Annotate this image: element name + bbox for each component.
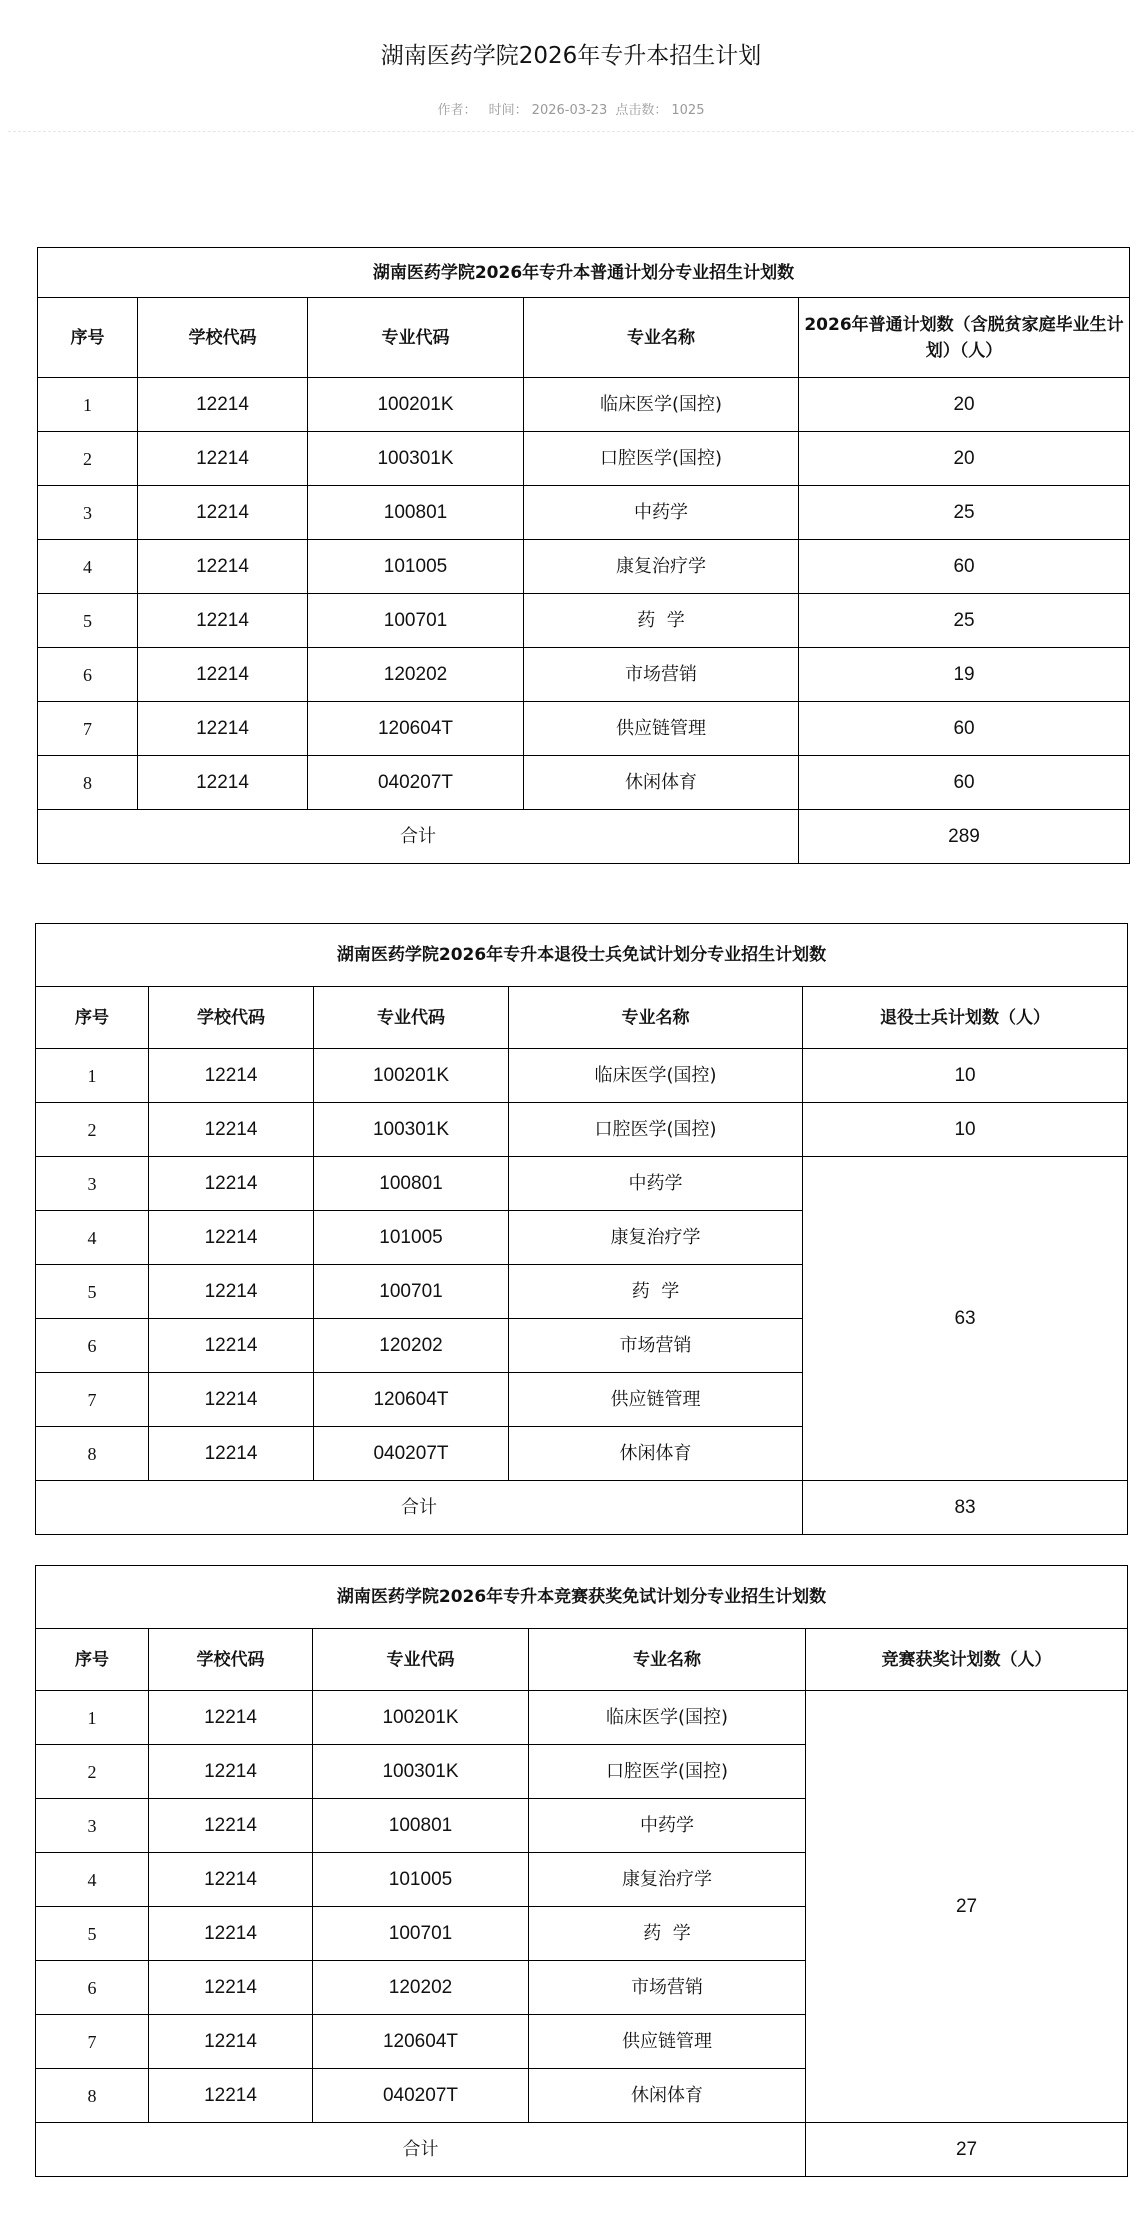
header-school-code: 学校代码	[149, 1629, 313, 1691]
cell-major-name: 供应链管理	[509, 1373, 803, 1427]
cell-major-name: 供应链管理	[524, 702, 799, 756]
cell-major-code: 101005	[308, 540, 524, 594]
cell-major-name: 药 学	[524, 594, 799, 648]
cell-count: 10	[803, 1103, 1128, 1157]
cell-major-code: 100201K	[308, 378, 524, 432]
cell-seq: 2	[36, 1745, 149, 1799]
table-row	[36, 1049, 1128, 1103]
cell-major-name: 中药学	[524, 486, 799, 540]
cell-major-name: 休闲体育	[529, 2069, 806, 2123]
cell-major-code: 100801	[313, 1799, 529, 1853]
dashed-separator	[8, 131, 1134, 132]
cell-major-name: 市场营销	[524, 648, 799, 702]
table-row	[38, 378, 1130, 432]
cell-major-code: 100701	[308, 594, 524, 648]
total-value: 27	[806, 2123, 1128, 2177]
total-label: 合计	[36, 1481, 803, 1535]
header-count: 退役士兵计划数（人）	[803, 987, 1128, 1049]
table-row	[38, 594, 1130, 648]
cell-school-code: 12214	[149, 1319, 314, 1373]
time-label: 时间：	[488, 103, 528, 118]
cell-seq: 1	[36, 1691, 149, 1745]
header-major-code: 专业代码	[314, 987, 509, 1049]
cell-seq: 7	[38, 702, 138, 756]
cell-major-code: 120202	[313, 1961, 529, 2015]
cell-school-code: 12214	[138, 702, 308, 756]
cell-major-name: 口腔医学(国控)	[509, 1103, 803, 1157]
cell-school-code: 12214	[138, 756, 308, 810]
article-title: 湖南医药学院2026年专升本招生计划	[380, 43, 762, 69]
cell-major-code: 120202	[308, 648, 524, 702]
cell-seq: 5	[38, 594, 138, 648]
cell-seq: 4	[36, 1211, 149, 1265]
general-plan-table	[37, 247, 1130, 864]
table-row	[36, 1157, 1128, 1211]
cell-major-name: 康复治疗学	[529, 1853, 806, 1907]
cell-major-name: 临床医学(国控)	[529, 1691, 806, 1745]
cell-seq: 5	[36, 1907, 149, 1961]
total-value: 83	[803, 1481, 1128, 1535]
cell-major-name: 临床医学(国控)	[524, 378, 799, 432]
cell-major-code: 120604T	[308, 702, 524, 756]
cell-count: 20	[799, 378, 1130, 432]
cell-major-code: 100201K	[314, 1049, 509, 1103]
cell-major-name: 康复治疗学	[509, 1211, 803, 1265]
cell-major-code: 101005	[313, 1853, 529, 1907]
clicks-value: 1025	[671, 103, 705, 118]
table-caption: 湖南医药学院2026年专升本竞赛获奖免试计划分专业招生计划数	[36, 1566, 1128, 1629]
cell-major-code: 040207T	[313, 2069, 529, 2123]
cell-major-code: 100301K	[308, 432, 524, 486]
cell-count: 10	[803, 1049, 1128, 1103]
table-row	[38, 540, 1130, 594]
header-seq: 序号	[36, 987, 149, 1049]
cell-seq: 3	[38, 486, 138, 540]
cell-count: 60	[799, 702, 1130, 756]
cell-school-code: 12214	[149, 1373, 314, 1427]
cell-school-code: 12214	[149, 1745, 313, 1799]
cell-school-code: 12214	[138, 378, 308, 432]
veteran-plan-table	[35, 923, 1128, 1535]
cell-major-code: 120604T	[313, 2015, 529, 2069]
table-row	[38, 486, 1130, 540]
cell-count: 19	[799, 648, 1130, 702]
table-header-row	[36, 1629, 1128, 1691]
cell-major-name: 休闲体育	[524, 756, 799, 810]
table-row	[36, 1691, 1128, 1745]
cell-major-name: 供应链管理	[529, 2015, 806, 2069]
cell-school-code: 12214	[149, 1961, 313, 2015]
header-major-name: 专业名称	[524, 298, 799, 378]
table-caption: 湖南医药学院2026年专升本退役士兵免试计划分专业招生计划数	[36, 924, 1128, 987]
cell-school-code: 12214	[149, 1265, 314, 1319]
cell-seq: 6	[36, 1319, 149, 1373]
table-header-row	[38, 298, 1130, 378]
cell-school-code: 12214	[149, 1691, 313, 1745]
cell-seq: 2	[36, 1103, 149, 1157]
cell-seq: 6	[38, 648, 138, 702]
cell-seq: 8	[36, 1427, 149, 1481]
cell-school-code: 12214	[149, 1799, 313, 1853]
header-count: 2026年普通计划数（含脱贫家庭毕业生计划）（人）	[799, 298, 1130, 378]
header-school-code: 学校代码	[138, 298, 308, 378]
cell-seq: 5	[36, 1265, 149, 1319]
cell-school-code: 12214	[138, 594, 308, 648]
header-seq: 序号	[38, 298, 138, 378]
cell-school-code: 12214	[138, 486, 308, 540]
cell-count-merged: 27	[806, 1691, 1128, 2123]
table-header-row	[36, 987, 1128, 1049]
cell-major-name: 中药学	[509, 1157, 803, 1211]
total-row	[36, 2123, 1128, 2177]
cell-major-code: 120604T	[314, 1373, 509, 1427]
table-row	[38, 702, 1130, 756]
header-major-name: 专业名称	[529, 1629, 806, 1691]
cell-major-code: 040207T	[308, 756, 524, 810]
cell-major-code: 100701	[314, 1265, 509, 1319]
header-count: 竞赛获奖计划数（人）	[806, 1629, 1128, 1691]
cell-major-code: 100301K	[314, 1103, 509, 1157]
cell-major-name: 临床医学(国控)	[509, 1049, 803, 1103]
cell-major-name: 药 学	[529, 1907, 806, 1961]
table-row	[36, 1103, 1128, 1157]
cell-count: 20	[799, 432, 1130, 486]
cell-major-code: 100301K	[313, 1745, 529, 1799]
total-value: 289	[799, 810, 1130, 864]
cell-major-name: 市场营销	[509, 1319, 803, 1373]
cell-seq: 1	[36, 1049, 149, 1103]
cell-school-code: 12214	[149, 1157, 314, 1211]
cell-major-code: 100801	[314, 1157, 509, 1211]
cell-major-name: 康复治疗学	[524, 540, 799, 594]
cell-seq: 8	[38, 756, 138, 810]
cell-seq: 2	[38, 432, 138, 486]
cell-seq: 3	[36, 1799, 149, 1853]
cell-count: 60	[799, 756, 1130, 810]
table-row	[38, 648, 1130, 702]
time-value: 2026-03-23	[531, 103, 608, 118]
header-seq: 序号	[36, 1629, 149, 1691]
cell-seq: 3	[36, 1157, 149, 1211]
cell-seq: 7	[36, 1373, 149, 1427]
cell-school-code: 12214	[149, 1907, 313, 1961]
cell-school-code: 12214	[149, 1211, 314, 1265]
header-major-name: 专业名称	[509, 987, 803, 1049]
cell-seq: 4	[38, 540, 138, 594]
cell-major-name: 休闲体育	[509, 1427, 803, 1481]
cell-major-name: 口腔医学(国控)	[524, 432, 799, 486]
cell-major-name: 药 学	[509, 1265, 803, 1319]
table-row	[38, 432, 1130, 486]
cell-major-code: 100801	[308, 486, 524, 540]
cell-count: 25	[799, 594, 1130, 648]
cell-major-code: 120202	[314, 1319, 509, 1373]
total-label: 合计	[36, 2123, 806, 2177]
cell-school-code: 12214	[149, 1427, 314, 1481]
total-row	[36, 1481, 1128, 1535]
cell-count: 25	[799, 486, 1130, 540]
cell-major-code: 100201K	[313, 1691, 529, 1745]
cell-school-code: 12214	[149, 2015, 313, 2069]
cell-school-code: 12214	[138, 432, 308, 486]
header-major-code: 专业代码	[308, 298, 524, 378]
cell-school-code: 12214	[138, 648, 308, 702]
header-major-code: 专业代码	[313, 1629, 529, 1691]
cell-school-code: 12214	[138, 540, 308, 594]
cell-major-name: 中药学	[529, 1799, 806, 1853]
article-meta	[0, 101, 1142, 121]
cell-seq: 6	[36, 1961, 149, 2015]
cell-major-code: 101005	[314, 1211, 509, 1265]
cell-major-code: 040207T	[314, 1427, 509, 1481]
table-caption: 湖南医药学院2026年专升本普通计划分专业招生计划数	[38, 248, 1130, 298]
cell-major-name: 口腔医学(国控)	[529, 1745, 806, 1799]
cell-school-code: 12214	[149, 1049, 314, 1103]
cell-count-merged: 63	[803, 1157, 1128, 1481]
cell-major-code: 100701	[313, 1907, 529, 1961]
competition-plan-table	[35, 1565, 1128, 2177]
cell-seq: 7	[36, 2015, 149, 2069]
table-row	[38, 756, 1130, 810]
cell-school-code: 12214	[149, 2069, 313, 2123]
cell-school-code: 12214	[149, 1853, 313, 1907]
cell-major-name: 市场营销	[529, 1961, 806, 2015]
header-school-code: 学校代码	[149, 987, 314, 1049]
cell-school-code: 12214	[149, 1103, 314, 1157]
total-label: 合计	[38, 810, 799, 864]
cell-count: 60	[799, 540, 1130, 594]
cell-seq: 8	[36, 2069, 149, 2123]
cell-seq: 1	[38, 378, 138, 432]
cell-seq: 4	[36, 1853, 149, 1907]
author-label: 作者：	[437, 103, 477, 118]
clicks-label: 点击数：	[615, 103, 668, 118]
total-row	[38, 810, 1130, 864]
